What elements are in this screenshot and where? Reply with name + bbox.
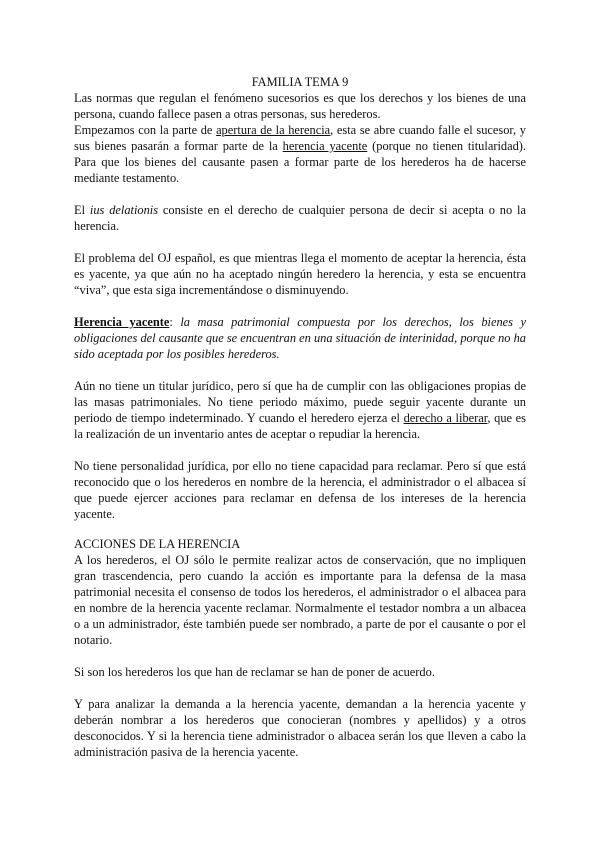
text-run: : [169,315,181,329]
paragraph-acciones: A los herederos, el OJ sólo le permite realizar actos de conservación, que no impliquen gran trascendencia, pero cuando la acción es importante para la defensa de la masa patrimonial necesita el consenso de todos los herederos, el administrador o el albacea para en nombre de la herencia yacente reclamar. Normalmente el testador nombra a un albacea o a un administrador, éste también puede ser nombrado, a parte de por el causante o por el notario. [74,553,526,647]
paragraph-ius-delationis [74,202,526,234]
paragraph-titular-juridico [74,378,526,442]
paragraph-intro: Las normas que regulan el fenómeno sucesorios es que los derechos y los bienes de una persona, cuando fallece pasen a otras personas, sus herederos. [74,91,526,121]
paragraph-problema-oj: El problema del OJ español, es que mientras llega el momento de aceptar la herencia, ésta es yacente, ya que aún no ha aceptado ningún heredero la herencia, y esta se encuentra “viva”, que esta siga incrementándose o disminuyendo. [74,251,526,297]
blank-line [74,680,526,696]
blank-line [74,186,526,202]
blank-line [74,648,526,664]
text-run: El [74,203,90,217]
text-run: Aún no tiene un titular jurídico, pero sí que ha de cumplir con las obligaciones propias de las masas patrimoniales. No tiene periodo máximo, puede seguir yacente durante un periodo de tiempo indeterminado. Y cuando el heredero ejerza el [74,379,526,425]
blank-line [74,234,526,250]
blank-line [74,362,526,378]
text-run: Empezamos con la parte de [74,123,217,137]
paragraph-definicion-herencia-yacente [74,314,526,362]
blank-line [74,298,526,314]
text-run: , esta se abre cuando falle el sucesor, y sus bienes pasarán a formar parte de la [74,123,526,153]
paragraph-acuerdo: Si son los herederos los que han de reclamar se han de poner de acuerdo. [74,665,435,679]
blank-line [74,522,526,536]
underlined-term-derecho-a-liberar: derecho a liberar [403,411,488,425]
document-body [74,74,526,760]
paragraph-personalidad-juridica: No tiene personalidad jurídica, por ello no tiene capacidad para reclamar. Pero sí que está reconocido que o los herederos en nombre de la herencia, el administrador o el albacea sí que puede ejercer acciones para reclamar en defensa de los intereses de la herencia yacente. [74,459,526,521]
bold-term-herencia-yacente: Herencia yacente [74,315,170,329]
underlined-term-apertura: apertura de la herencia [216,123,331,137]
page-title: FAMILIA TEMA 9 [251,75,349,89]
section-heading-acciones: ACCIONES DE LA HERENCIA [74,537,241,551]
paragraph-demanda: Y para analizar la demanda a la herencia yacente, demandan a la herencia yacente y deberán nombrar a los herederos que conocieran (nombres y apellidos) y a otros desconocidos. Y si la herencia tiene administrador o albacea serán los que lleven a cabo la administración pasiva de la herencia yacente. [74,697,526,759]
paragraph-apertura [74,122,526,186]
blank-line [74,442,526,458]
italic-term-ius-delationis: ius delationis [89,203,159,217]
text-run: (porque no tienen titularidad). Para que los bienes del causante pasen a formar parte de los herederos ha de hacerse mediante testamento. [74,139,526,185]
text-run: consiste en el derecho de cualquier persona de decir si acepta o no la herencia. [74,203,526,233]
underlined-term-herencia-yacente: herencia yacente [282,139,368,153]
text-run: , que es la realización de un inventario antes de aceptar o repudiar la herencia. [74,411,526,441]
italic-definition: la masa patrimonial compuesta por los derechos, los bienes y obligaciones del causante que se encuentran en una situación de interinidad, porque no ha sido aceptada por los posibles herederos. [74,315,526,361]
